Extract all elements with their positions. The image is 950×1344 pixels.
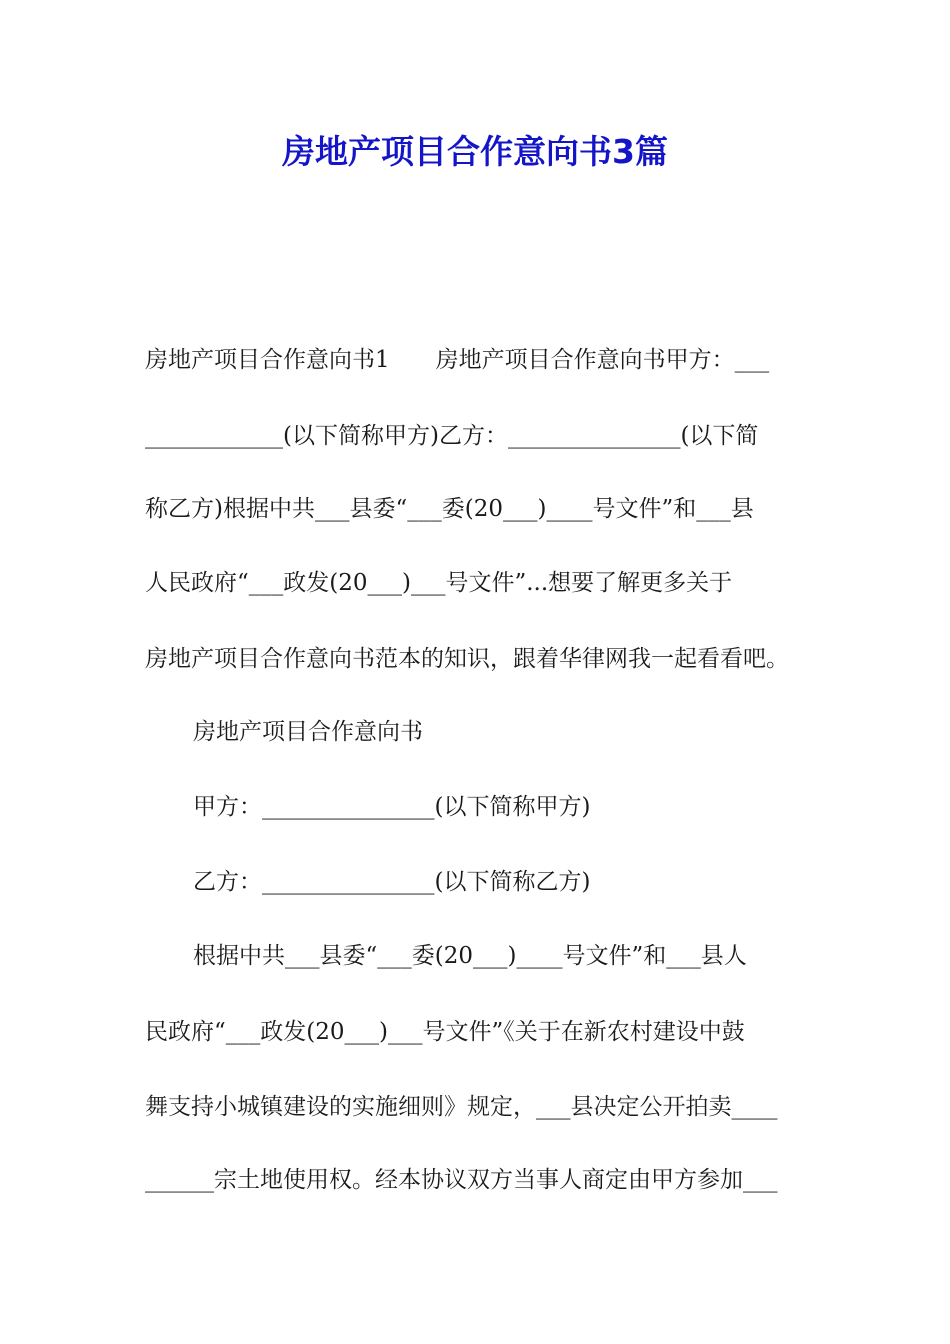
paragraph-line: 人民政府“___政发(20___)___号文件”...想要了解更多关于 — [145, 570, 733, 596]
party-b-line: 乙方：_______________(以下简称乙方) — [193, 869, 591, 895]
paragraph-line: ____________(以下简称甲方)乙方：_______________(以下简 — [145, 423, 759, 449]
paragraph-line: 民政府“___政发(20___)___号文件”《关于在新农村建设中鼓 — [145, 1019, 745, 1045]
paragraph-line: 舞支持小城镇建设的实施细则》规定，___县决定公开拍卖____ — [145, 1094, 778, 1120]
paragraph-line: 称乙方)根据中共___县委“___委(20___)____号文件”和___县 — [145, 496, 754, 522]
paragraph-line: 根据中共___县委“___委(20___)____号文件”和___县人 — [193, 943, 747, 969]
paragraph-line: ______宗土地使用权。经本协议双方当事人商定由甲方参加___ — [145, 1167, 778, 1193]
paragraph-line: 房地产项目合作意向书范本的知识，跟着华律网我一起看看吧。 — [145, 646, 789, 672]
party-a-line: 甲方：_______________(以下简称甲方) — [193, 794, 591, 820]
section-heading: 房地产项目合作意向书 — [193, 719, 423, 745]
paragraph-line: 房地产项目合作意向书1 房地产项目合作意向书甲方：___ — [145, 347, 770, 373]
document-title: 房地产项目合作意向书3篇 — [282, 132, 668, 171]
